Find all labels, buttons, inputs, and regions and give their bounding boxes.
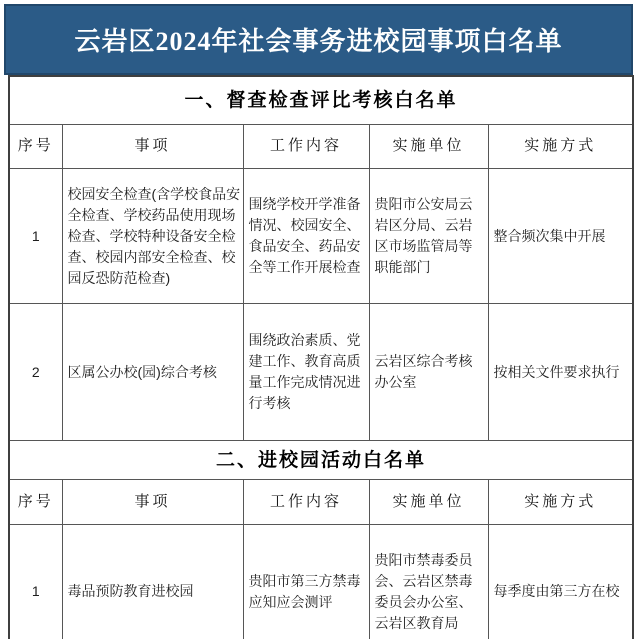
banner — [4, 4, 633, 75]
cell-unit: 云岩区综合考核办公室 — [369, 304, 488, 441]
section-2-title: 二、进校园活动白名单 — [9, 441, 633, 480]
table-1-header-row — [9, 125, 633, 169]
section-1-title: 一、督查检查评比考核白名单 — [9, 76, 633, 125]
header-cell-no: 序号 — [9, 125, 62, 169]
cell-no: 1 — [9, 525, 62, 639]
header-cell-content: 工作内容 — [243, 125, 369, 169]
table-row — [9, 525, 633, 639]
header-cell-method: 实施方式 — [488, 125, 633, 169]
cell-method: 每季度由第三方在校 — [488, 525, 633, 639]
cell-method: 整合频次集中开展 — [488, 169, 633, 304]
banner-title: 云岩区2024年社会事务进校园事项白名单 — [74, 27, 563, 56]
header-cell-method: 实施方式 — [488, 480, 633, 525]
whitelist-table — [8, 75, 634, 639]
section-2-title-row — [9, 441, 633, 480]
header-cell-unit: 实施单位 — [369, 125, 488, 169]
cell-no: 1 — [9, 169, 62, 304]
cell-no: 2 — [9, 304, 62, 441]
cell-unit: 贵阳市公安局云岩区分局、云岩区市场监管局等职能部门 — [369, 169, 488, 304]
cell-content: 围绕学校开学准备情况、校园安全、食品安全、药品安全等工作开展检查 — [243, 169, 369, 304]
table-row — [9, 169, 633, 304]
cell-content: 贵阳市第三方禁毒应知应会测评 — [243, 525, 369, 639]
header-cell-content: 工作内容 — [243, 480, 369, 525]
cell-content: 围绕政治素质、党建工作、教育高质量工作完成情况进行考核 — [243, 304, 369, 441]
cell-unit: 贵阳市禁毒委员会、云岩区禁毒委员会办公室、云岩区教育局 — [369, 525, 488, 639]
header-cell-item: 事项 — [62, 125, 243, 169]
header-cell-unit: 实施单位 — [369, 480, 488, 525]
header-cell-no: 序号 — [9, 480, 62, 525]
table-2-header-row — [9, 480, 633, 525]
cell-item: 毒品预防教育进校园 — [62, 525, 243, 639]
cell-method: 按相关文件要求执行 — [488, 304, 633, 441]
section-1-title-row — [9, 76, 633, 125]
cell-item: 区属公办校(园)综合考核 — [62, 304, 243, 441]
table-row — [9, 304, 633, 441]
header-cell-item: 事项 — [62, 480, 243, 525]
cell-item: 校园安全检查(含学校食品安全检查、学校药品使用现场检查、学校特种设备安全检查、校园内部安全检查、校园反恐防范检查) — [62, 169, 243, 304]
